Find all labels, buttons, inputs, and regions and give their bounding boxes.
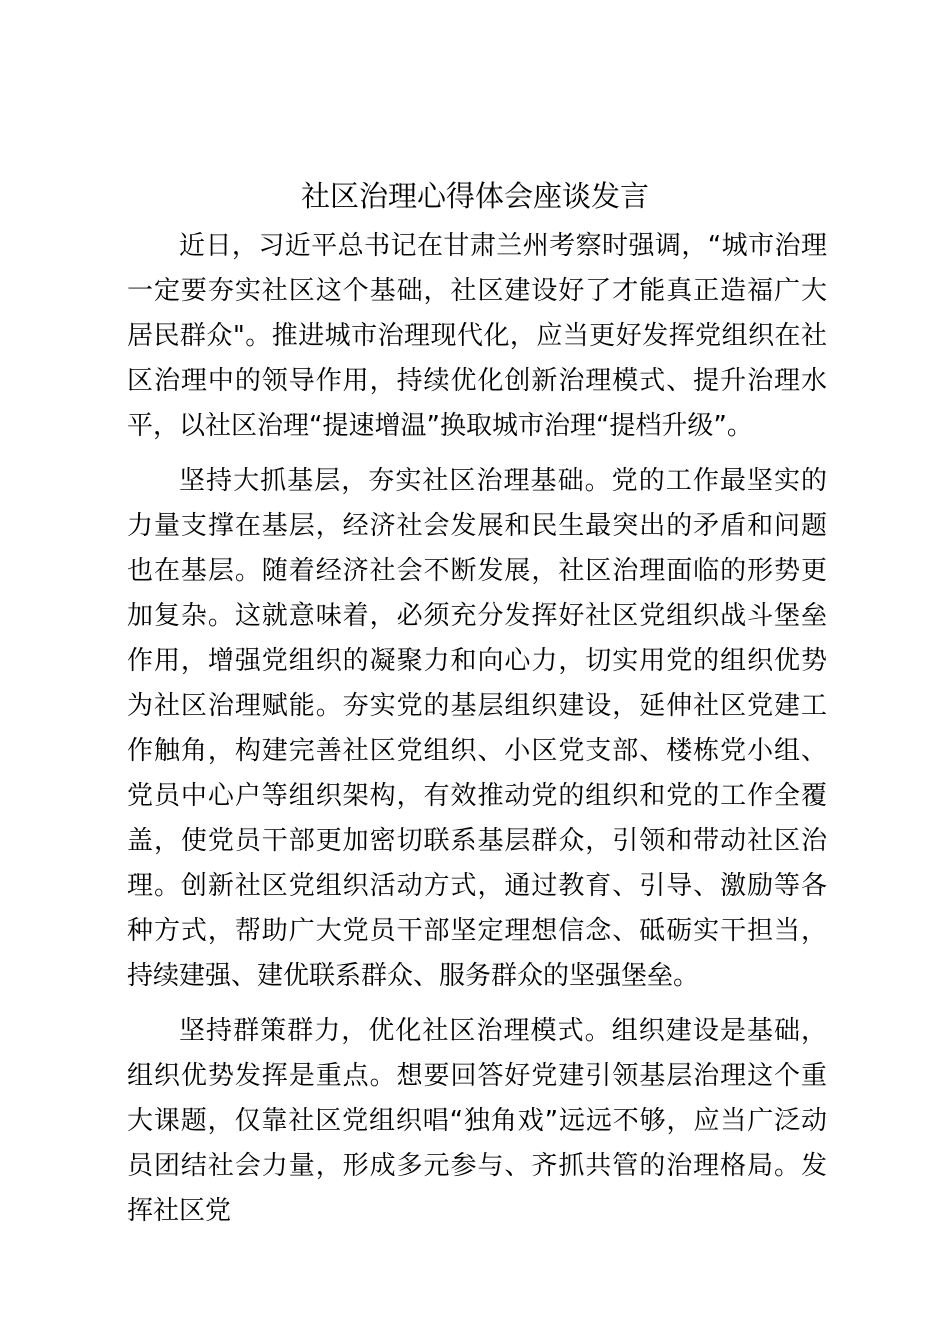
paragraph-grassroots: 坚持大抓基层，夯实社区治理基础。党的工作最坚实的力量支撑在基层，经济社会发展和民生最突出的矛盾和问题也在基层。随着经济社会不断发展，社区治理面临的形势更加复杂。这就意味着，必须充分发挥好社区党组织战斗堡垒作用，增强党组织的凝聚力和向心力，切实用党的组织优势为社区治理赋能。夯实党的基层组织建设，延伸社区党建工作触角，构建完善社区党组织、小区党支部、楼栋党小组、党员中心户等组织架构，有效推动党的组织和党的工作全覆盖，使党员干部更加密切联系基层群众，引领和带动社区治理。创新社区党组织活动方式，通过教育、引导、激励等各种方式，帮助广大党员干部坚定理想信念、砥砺实干担当，持续建强、建优联系群众、服务群众的坚强堡垒。: [127, 466, 827, 991]
document-body: [127, 224, 827, 1244]
paragraph-collective-effort: 坚持群策群力，优化社区治理模式。组织建设是基础，组织优势发挥是重点。想要回答好党建引领基层治理这个重大课题，仅靠社区党组织唱“独角戏”远远不够，应当广泛动员团结社会力量，形成多元参与、齐抓共管的治理格局。发挥社区党: [127, 1016, 827, 1226]
paragraph-intro: 近日，习近平总书记在甘肃兰州考察时强调，“城市治理一定要夯实社区这个基础，社区建设好了才能真正造福广大居民群众"。推进城市治理现代化，应当更好发挥党组织在社区治理中的领导作用，持续优化创新治理模式、提升治理水平，以社区治理“提速增温”换取城市治理“提档升级”。: [127, 231, 827, 441]
document-title: 社区治理心得体会座谈发言: [300, 179, 649, 213]
